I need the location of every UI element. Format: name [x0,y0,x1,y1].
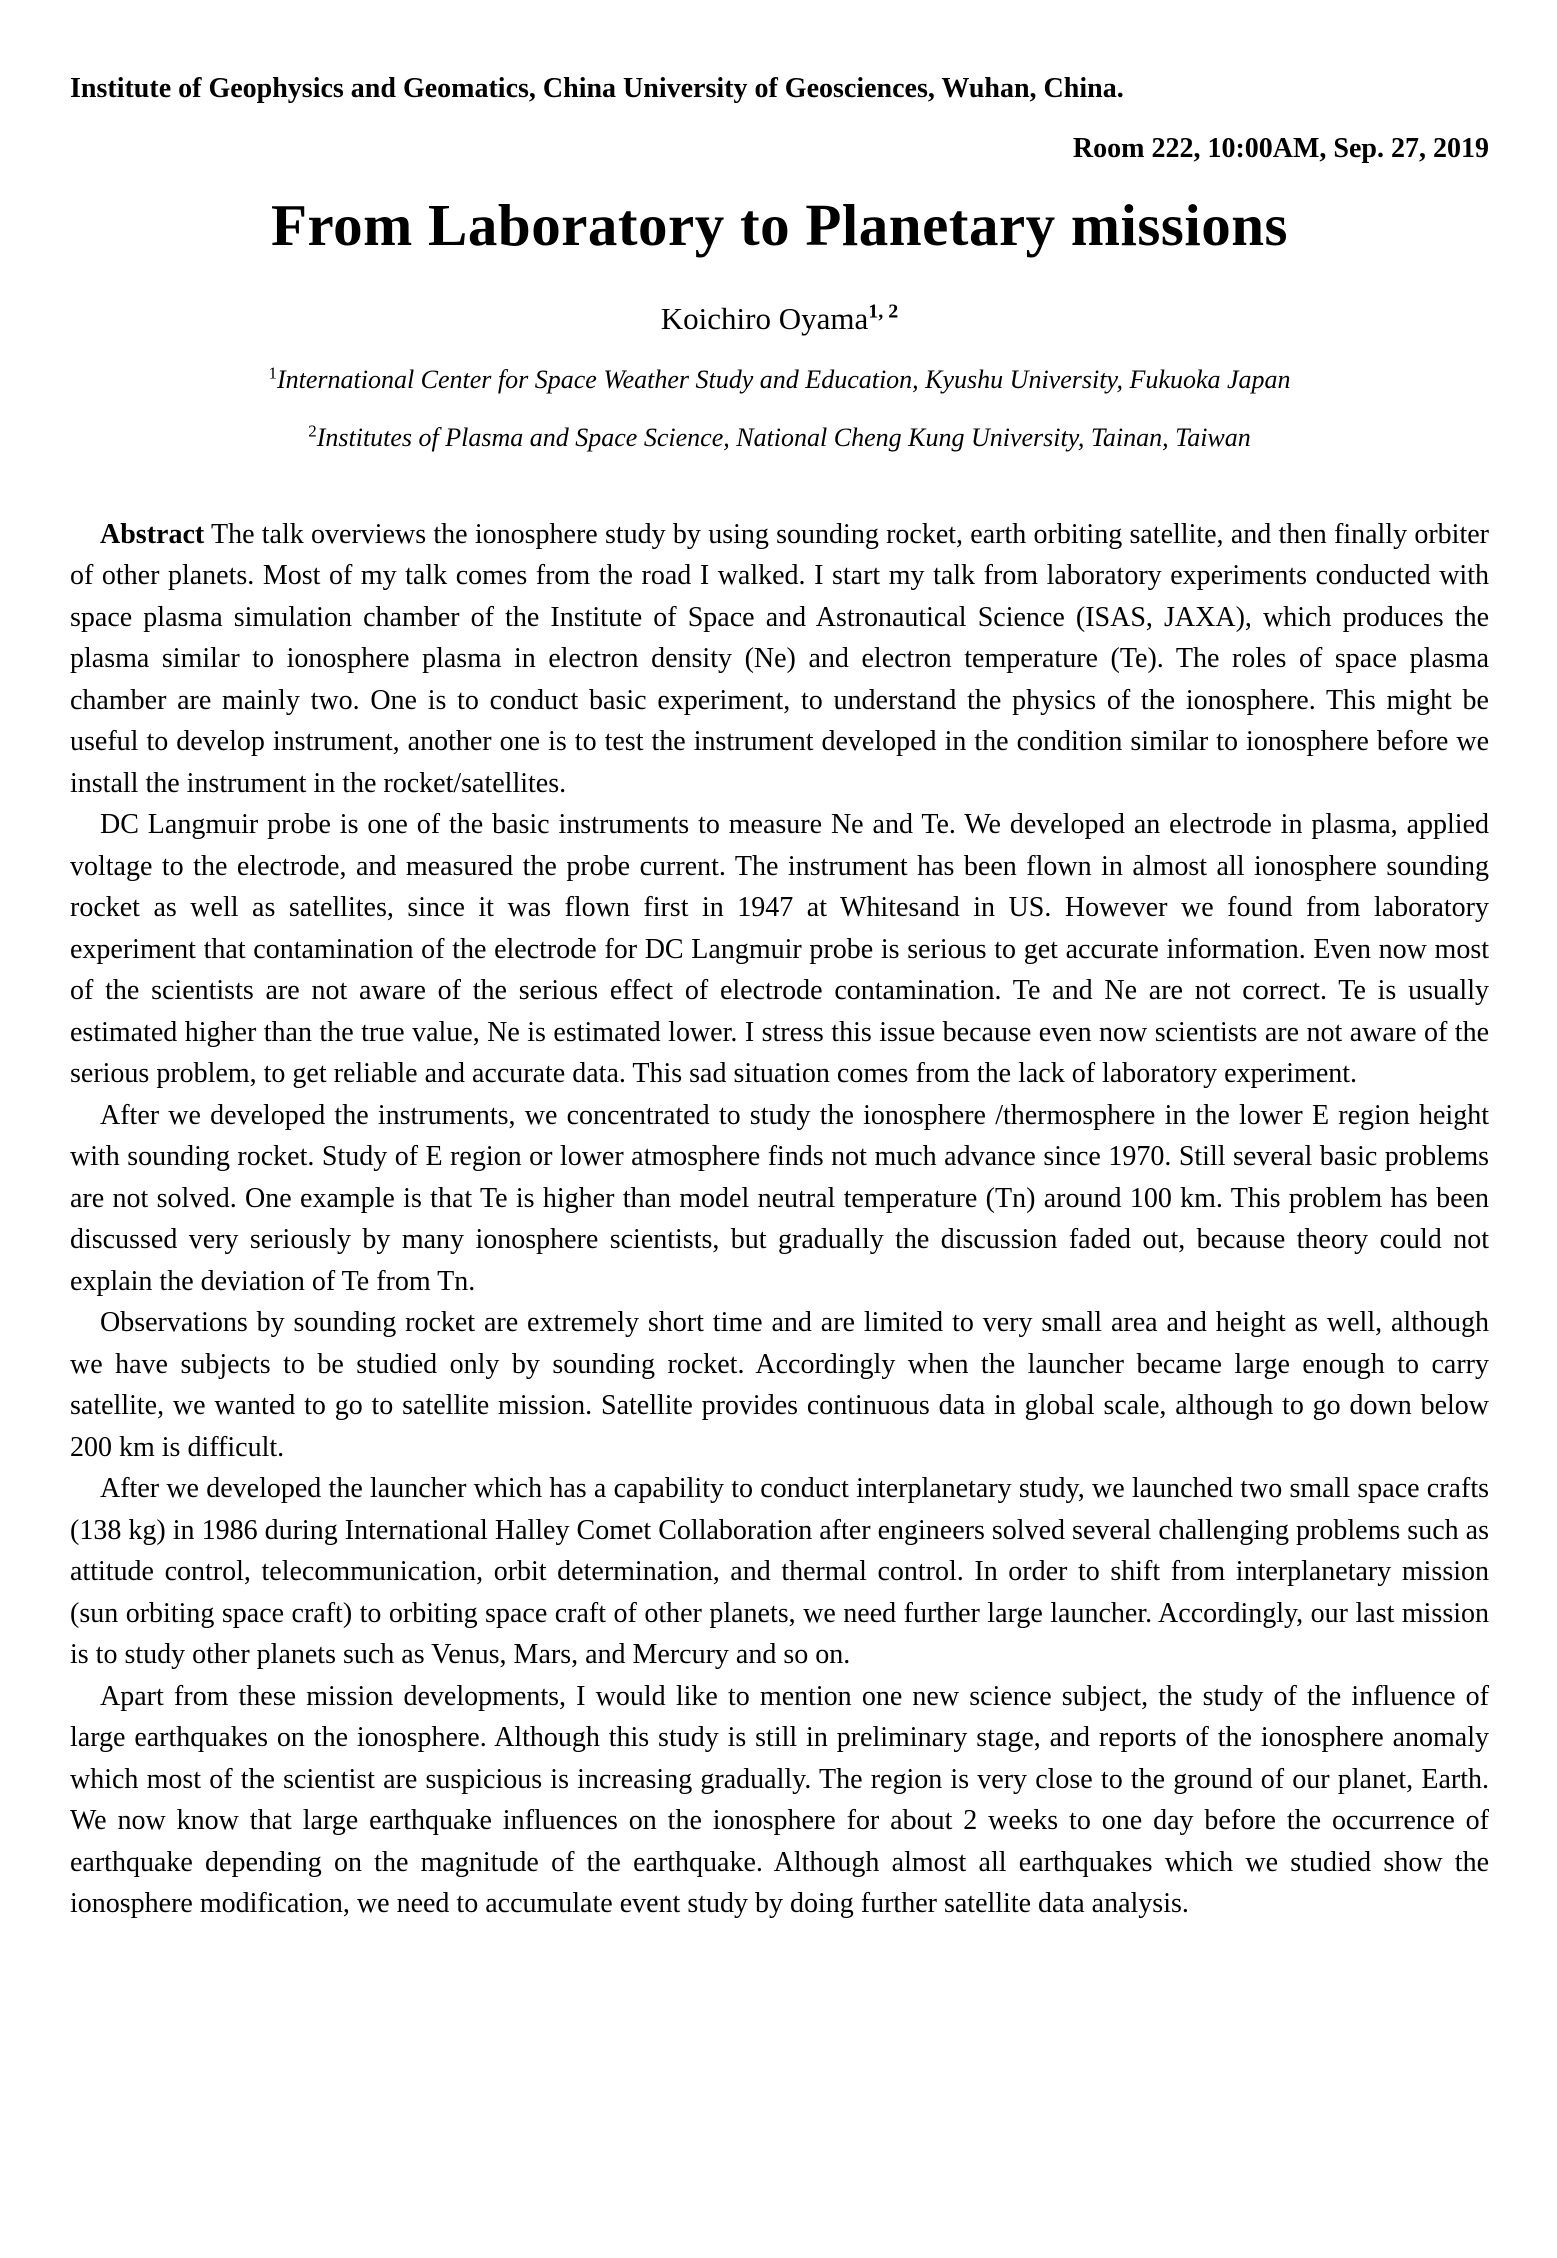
abstract-text: The talk overviews the ionosphere study by using sounding rocket, earth orbiting satellite, and then finally orbiter of other planets. Most of my talk comes from the road I walked. I start my talk from laboratory experiments conducted with space plasma simulation chamber of the Institute of Space and Astronautical Science (ISAS, JAXA), which produces the plasma similar to ionosphere plasma in electron density (Ne) and electron temperature (Te). The roles of space plasma chamber are mainly two. One is to conduct basic experiment, to understand the physics of the ionosphere. This might be useful to develop instrument, another one is to test the instrument developed in the condition similar to ionosphere before we install the instrument in the rocket/satellites. [70,518,1489,799]
affiliation-1 [70,364,1489,396]
paragraph-satellite-mission: Observations by sounding rocket are extremely short time and are limited to very small area and height as well, although we have subjects to be studied only by sounding rocket. Accordingly when the launcher became large enough to carry satellite, we wanted to go to satellite mission. Satellite provides continuous data in global scale, although to go down below 200 km is difficult. [70,1307,1489,1463]
paragraph-interplanetary: After we developed the launcher which has a capability to conduct interplanetary study, we launched two small space crafts (138 kg) in 1986 during International Halley Comet Collaboration after engineers solved several challenging problems such as attitude control, telecommunication, orbit determination, and thermal control. In order to shift from interplanetary mission (sun orbiting space craft) to orbiting space craft of other planets, we need further large launcher. Accordingly, our last mission is to study other planets such as Venus, Mars, and Mercury and so on. [70,1473,1489,1671]
host-institute-line: Institute of Geophysics and Geomatics, China University of Geosciences, Wuhan, China. [70,73,1124,104]
paragraph-langmuir-probe: DC Langmuir probe is one of the basic instruments to measure Ne and Te. We developed an electrode in plasma, applied voltage to the electrode, and measured the probe current. The instrument has been flown in almost all ionosphere sounding rocket as well as satellites, since it was flown first in 1947 at Whitesand in US. However we found from laboratory experiment that contamination of the electrode for DC Langmuir probe is serious to get accurate information. Even now most of the scientists are not aware of the serious effect of electrode contamination. Te and Ne are not correct. Te is usually estimated higher than the true value, Ne is estimated lower. I stress this issue because even now scientists are not aware of the serious problem, to get reliable and accurate data. This sad situation comes from the lack of laboratory experiment. [70,809,1489,1090]
abstract-body [70,514,1489,1925]
affiliation-1-text: International Center for Space Weather Study and Education, Kyushu University, Fukuoka Japan [276,364,1291,394]
affiliation-2-text: Institutes of Plasma and Space Science, National Cheng Kung University, Tainan, Taiwan [316,422,1251,452]
talk-title: From Laboratory to Planetary missions [270,192,1289,258]
paragraph-e-region-study: After we developed the instruments, we concentrated to study the ionosphere /thermosphere in the lower E region height with sounding rocket. Study of E region or lower atmosphere finds not much advance since 1970. Still several basic problems are not solved. One example is that Te is higher than model neutral temperature (Tn) around 100 km. This problem has been discussed very seriously by many ionosphere scientists, but gradually the discussion faded out, because theory could not explain the deviation of Te from Tn. [70,1099,1489,1297]
affiliation-1-marker: 1 [268,362,277,382]
author-name: Koichiro Oyama [660,300,869,336]
affiliation-2-marker: 2 [308,420,317,440]
abstract-label: Abstract [100,518,205,550]
affiliation-2 [70,422,1489,454]
author-affiliation-superscript: 1, 2 [868,300,899,323]
paragraph-abstract [70,514,1489,805]
author-line [70,300,1489,338]
paragraph-earthquake-ionosphere: Apart from these mission developments, I would like to mention one new science subject, the study of the influence of large earthquakes on the ionosphere. Although this study is still in preliminary stage, and reports of the ionosphere anomaly which most of the scientist are suspicious is increasing gradually. The region is very close to the ground of our planet, Earth. We now know that large earthquake influences on the ionosphere for about 2 weeks to one day before the occurrence of earthquake depending on the magnitude of the earthquake. Although almost all earthquakes which we studied show the ionosphere modification, we need to accumulate event study by doing further satellite data analysis. [70,1680,1489,1920]
venue-datetime-line: Room 222, 10:00AM, Sep. 27, 2019 [1072,133,1489,164]
